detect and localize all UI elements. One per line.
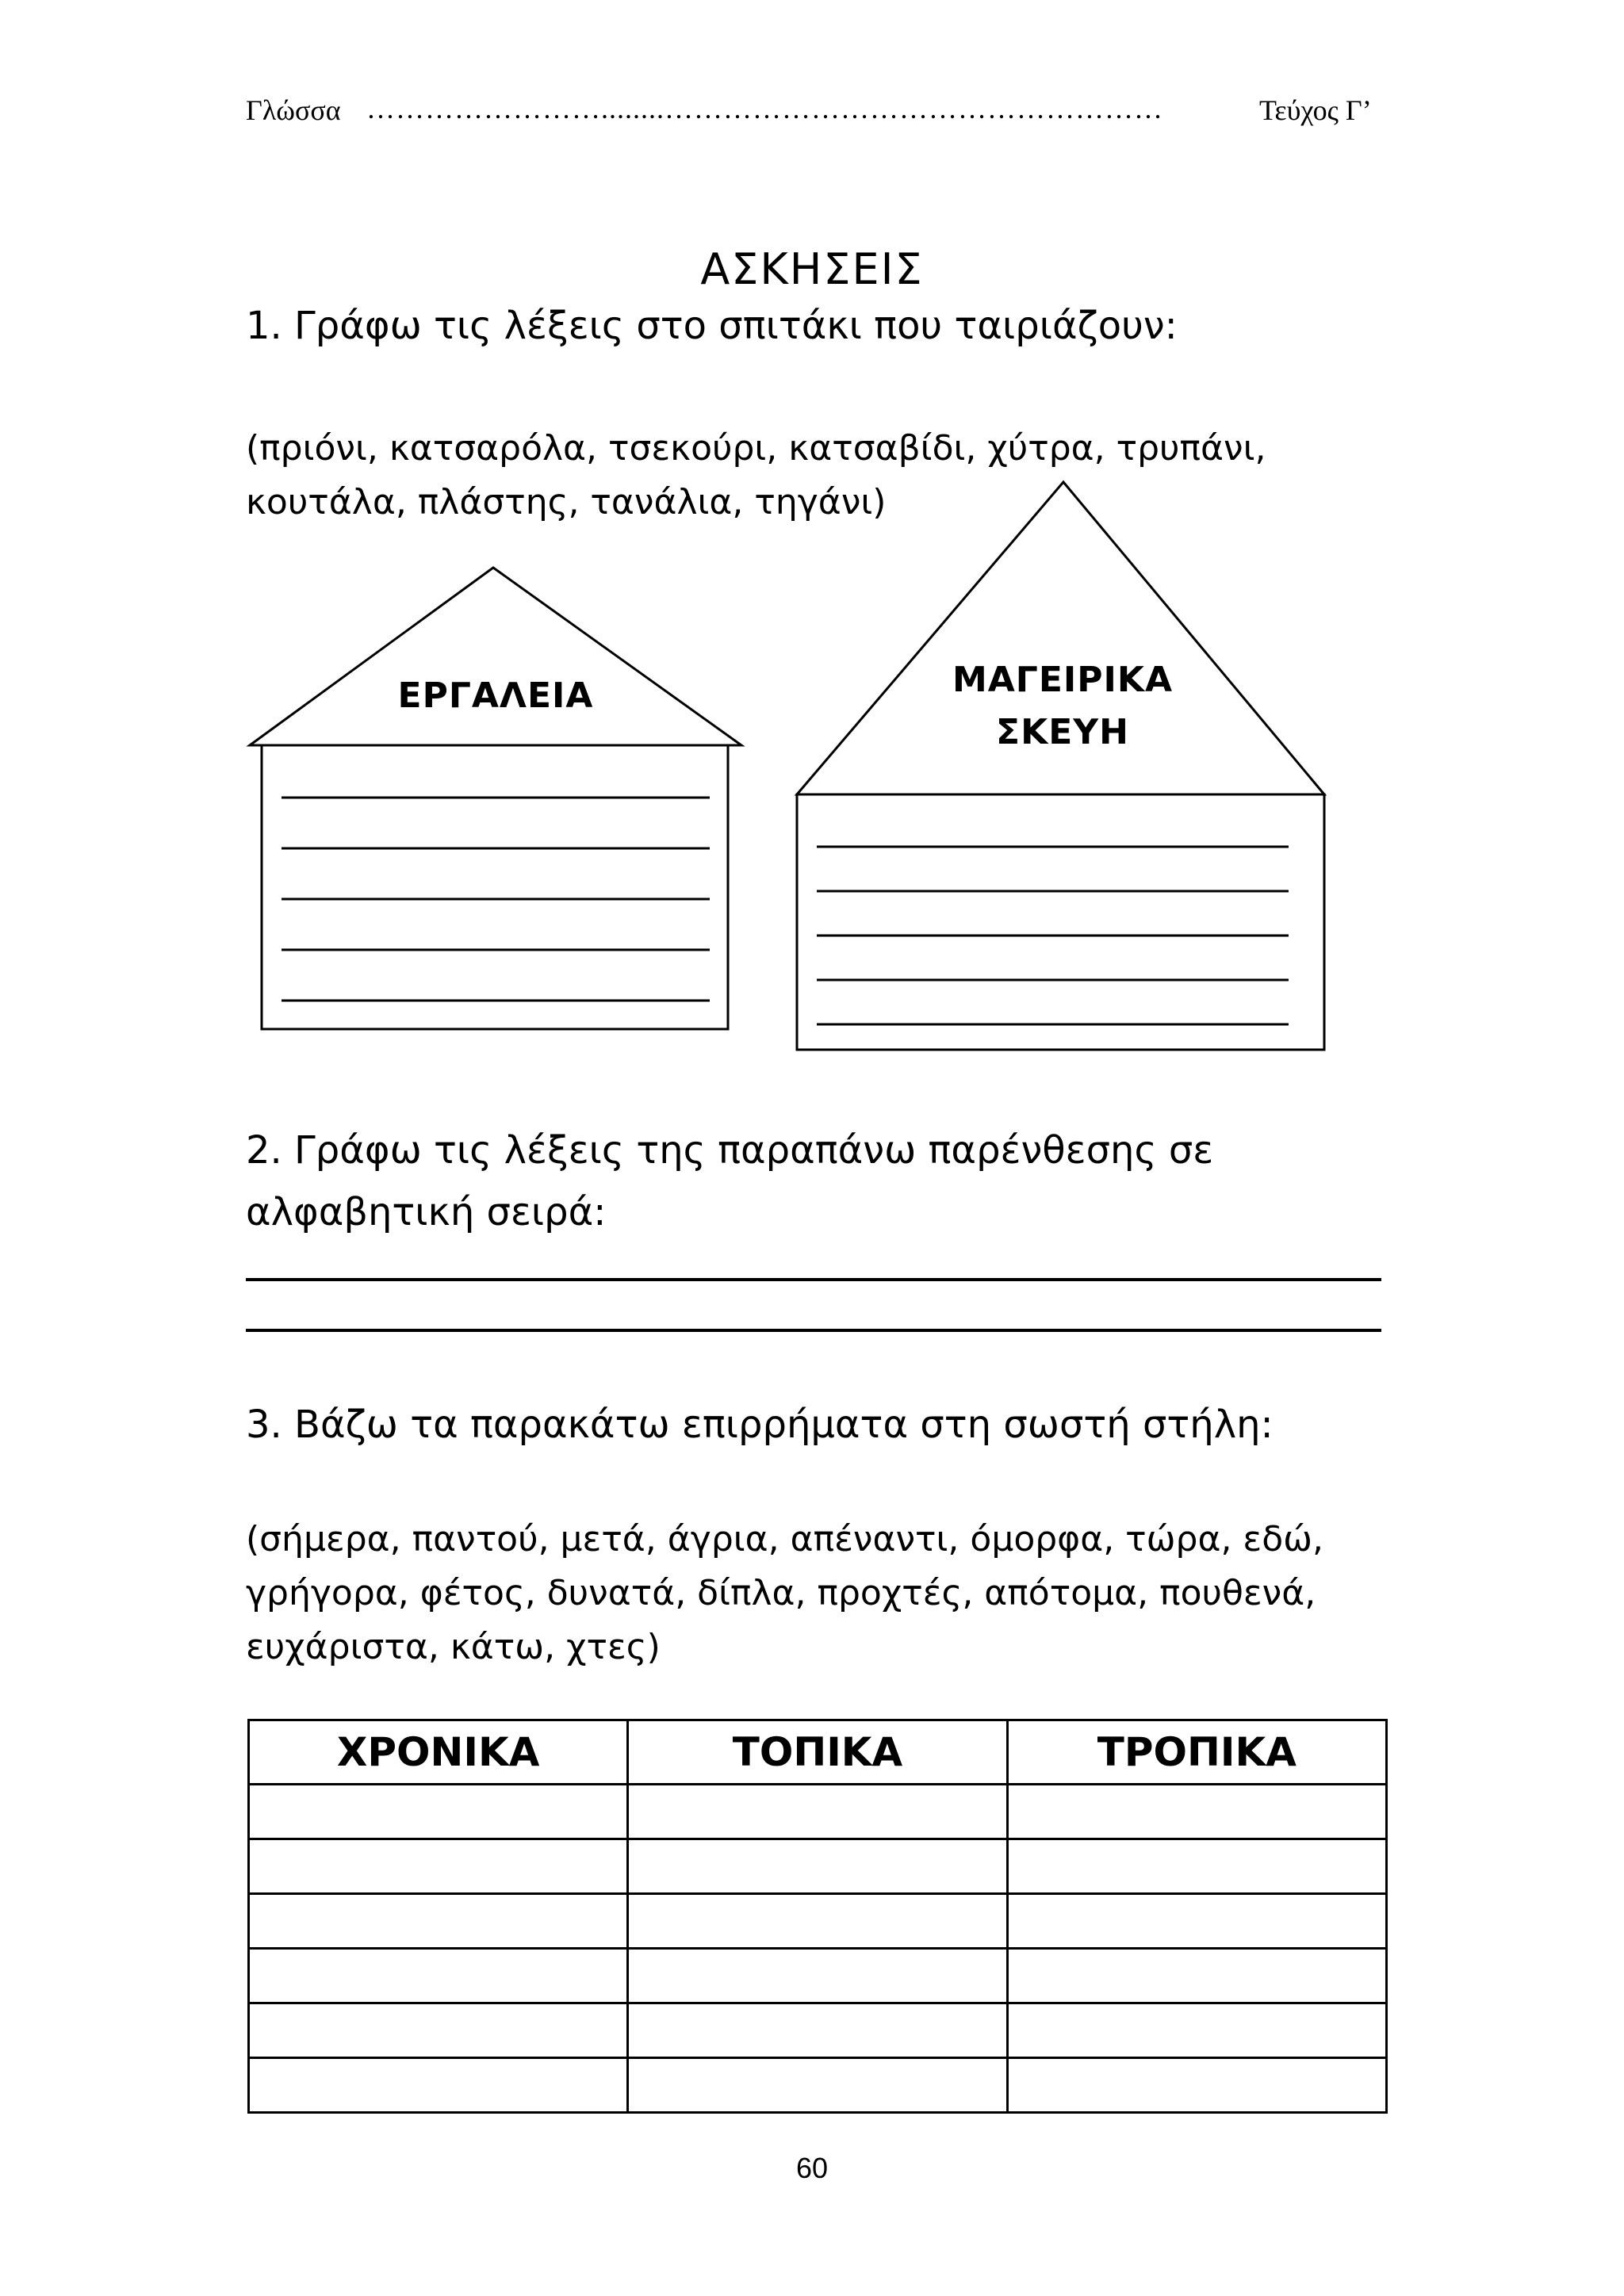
header-issue: Τεύχος Γ’ [1259,94,1372,126]
table-answer-cell[interactable] [1007,1785,1386,1839]
exercise-2-answer-line-2 [246,1329,1381,1332]
exercise-1-word-list: (πριόνι, κατσαρόλα, τσεκούρι, κατσαβίδι, χύτρα, τρυπάνι, κουτάλα, πλάστης, τανάλια, τηγάνι) [246,428,1266,522]
table-answer-cell[interactable] [1007,2058,1386,2113]
table-answer-cell[interactable] [249,2003,628,2058]
table-answer-cell[interactable] [249,2058,628,2113]
page-number: 60 [795,2152,829,2184]
table-row [249,2003,1387,2058]
table-row [249,2058,1387,2113]
table-answer-cell[interactable] [628,1949,1007,2003]
table-answer-cell[interactable] [1007,1894,1386,1949]
table-answer-cell[interactable] [628,1894,1007,1949]
kitchenware-house-label-line1: ΜΑΓΕΙΡΙΚΑ [952,660,1174,700]
header-subject: Γλώσσα [246,94,341,126]
column-header-place: ΤΟΠΙΚΑ [628,1720,1007,1785]
column-header-time: ΧΡΟΝΙΚΑ [249,1720,628,1785]
adverbs-table [247,1719,1388,2114]
table-answer-cell[interactable] [628,1839,1007,1894]
exercise-1-instruction: 1. Γράφω τις λέξεις στο σπιτάκι που ταιριάζουν: [246,304,1178,348]
exercise-2-instruction: 2. Γράφω τις λέξεις της παραπάνω παρένθεσης σε αλφαβητική σειρά: [246,1128,1214,1234]
exercise-3-instruction: 3. Βάζω τα παρακάτω επιρρήματα στη σωστή στήλη: [246,1402,1274,1447]
table-row [249,1894,1387,1949]
exercise-3-word-list: (σήμερα, παντού, μετά, άγρια, απέναντι, όμορφα, τώρα, εδώ, γρήγορα, φέτος, δυνατά, δίπλα, προχτές, απότομα, πουθενά, ευχάριστα, κάτω, χτες) [246,1519,1323,1667]
exercise-2-answer-line-1 [246,1278,1381,1281]
table-answer-cell[interactable] [1007,2003,1386,2058]
tools-house-label: ΕΡΓΑΛΕΙΑ [397,675,594,716]
table-answer-cell[interactable] [628,1785,1007,1839]
table-answer-cell[interactable] [1007,1949,1386,2003]
adverbs-table-body [249,1785,1387,2113]
table-answer-cell[interactable] [249,1894,628,1949]
table-row [249,1949,1387,2003]
kitchenware-house-label-line2: ΣΚΕΥΗ [996,712,1129,752]
table-header-row [249,1720,1387,1785]
table-answer-cell[interactable] [249,1785,628,1839]
header-dot-leader: ……………………........…………………………………………… [366,93,1163,124]
table-answer-cell[interactable] [628,2003,1007,2058]
column-header-manner: ΤΡΟΠΙΚΑ [1007,1720,1386,1785]
page-title: ΑΣΚΗΣΕΙΣ [700,244,924,294]
table-row [249,1785,1387,1839]
table-answer-cell[interactable] [249,1839,628,1894]
tools-house-body [262,745,728,1029]
houses-drawing [0,0,1624,1078]
table-answer-cell[interactable] [628,2058,1007,2113]
table-row [249,1839,1387,1894]
table-answer-cell[interactable] [249,1949,628,2003]
kitchenware-house-body [797,794,1324,1050]
table-answer-cell[interactable] [1007,1839,1386,1894]
